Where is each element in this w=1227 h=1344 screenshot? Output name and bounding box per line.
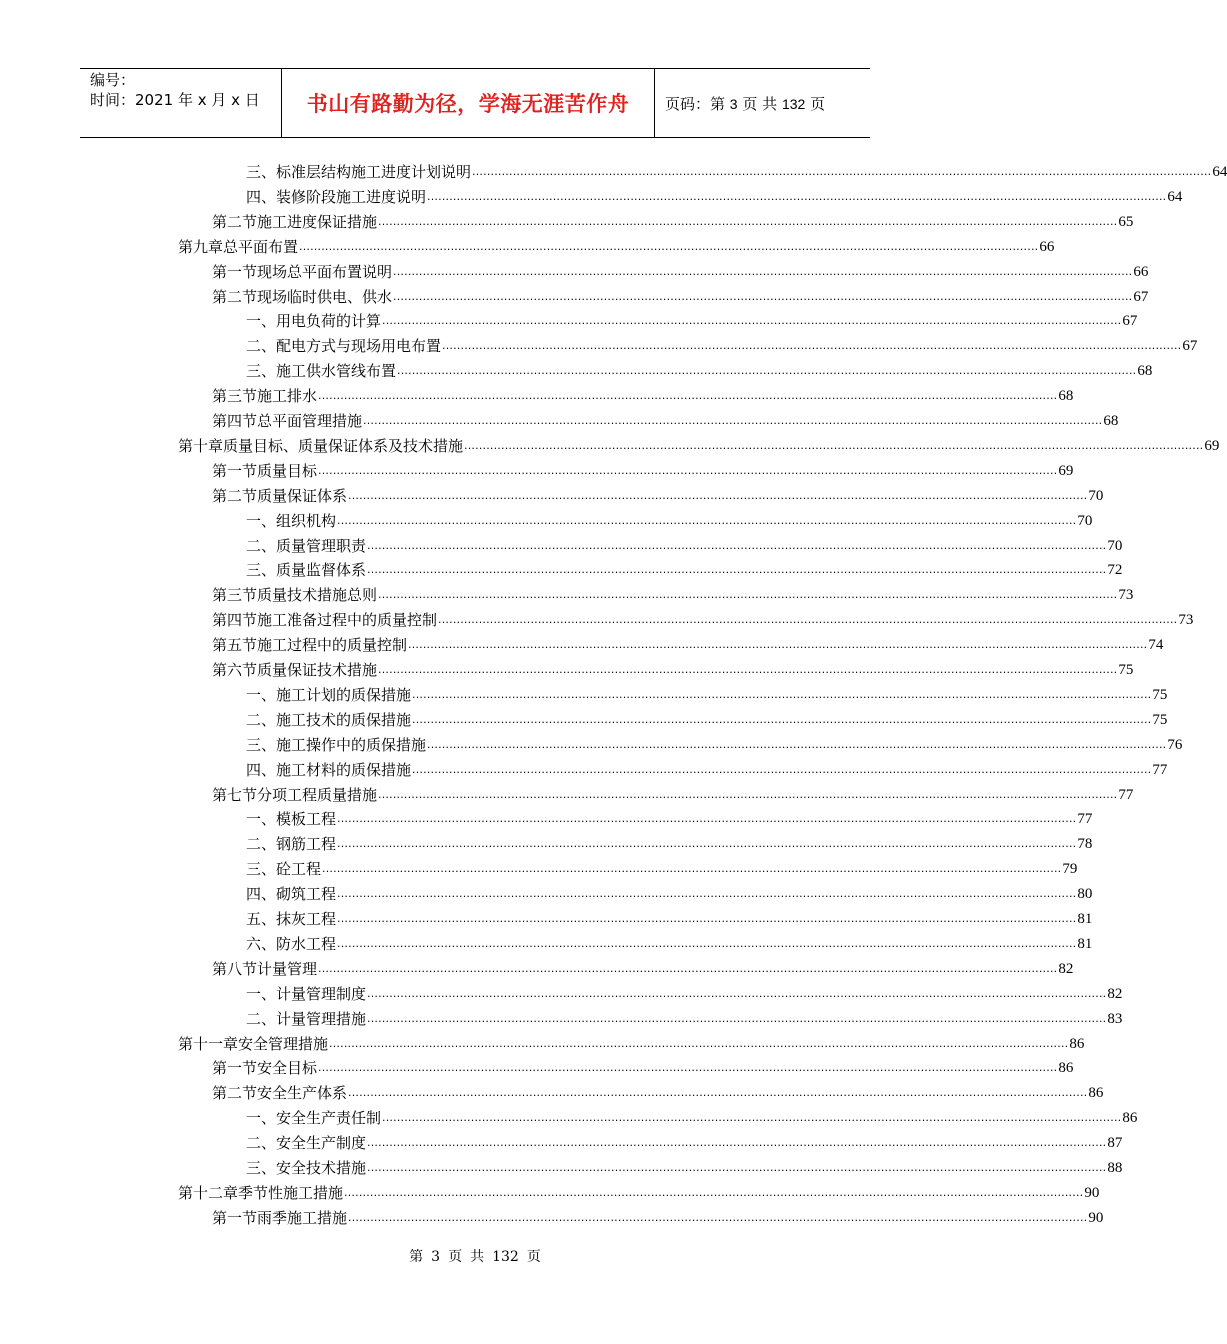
toc-dot-leader: ........................................................................................................................................................................................................: [438, 613, 1178, 627]
toc-entry-title: 总平面布置: [223, 237, 299, 256]
toc-dot-leader: ........................................................................................................................................................................................................: [412, 712, 1152, 726]
footer-prefix: 第: [409, 1249, 424, 1265]
toc-entry-page: 87: [1107, 1135, 1123, 1152]
toc-entry-page: 78: [1077, 836, 1093, 853]
toc-entry-number: 第四节: [212, 412, 258, 430]
toc-entry-title: 施工准备过程中的质量控制: [257, 611, 438, 630]
toc-entry-number: 第一节: [212, 1208, 258, 1227]
footer-current-page: 3: [431, 1249, 441, 1265]
toc-dot-leader: ........................................................................................................................................................................................................: [397, 364, 1137, 378]
toc-entry-number: 四、: [246, 760, 277, 779]
toc-entry-title: 砌筑工程: [276, 885, 337, 904]
toc-entry-page: 75: [1152, 686, 1168, 703]
toc-entry-number: 二、: [246, 337, 277, 356]
toc-entry-title: 安全管理措施: [238, 1034, 329, 1053]
toc-entry-number: 二、: [246, 710, 277, 729]
toc-entry-title: 施工计划的质保措施: [276, 685, 412, 704]
toc-entry[interactable]: [212, 656, 1134, 680]
toc-dot-leader: ........................................................................................................................................................................................................: [318, 463, 1058, 477]
toc-entry-page: 74: [1148, 637, 1164, 654]
toc-dot-leader: ........................................................................................................................................................................................................: [367, 1011, 1107, 1025]
toc-entry-page: 64: [1167, 188, 1183, 205]
toc-dot-leader: ........................................................................................................................................................................................................: [363, 414, 1103, 427]
toc-dot-leader: ........................................................................................................................................................................................................: [367, 563, 1107, 577]
toc-entry-number: 第四节: [212, 611, 258, 630]
toc-entry[interactable]: [246, 706, 1168, 730]
toc-entry-title: 标准层结构施工进度计划说明: [276, 163, 472, 181]
toc-dot-leader: ........................................................................................................................................................................................................: [412, 687, 1152, 701]
toc-entry-number: 第三节: [212, 387, 258, 406]
toc-entry[interactable]: [178, 1179, 1100, 1203]
toc-entry-page: 68: [1137, 363, 1153, 380]
toc-entry-title: 质量目标: [257, 461, 318, 480]
toc-entry[interactable]: [246, 1104, 1138, 1128]
toc-entry-number: 第十章: [178, 436, 224, 455]
toc-entry[interactable]: [212, 407, 1119, 431]
toc-entry-number: 第二节: [212, 287, 258, 306]
toc-dot-leader: ........................................................................................................................................................................................................: [367, 1161, 1107, 1174]
page-label-suffix: 页: [810, 94, 826, 113]
toc-dot-leader: ........................................................................................................................................................................................................: [378, 214, 1118, 228]
toc-dot-leader: ........................................................................................................................................................................................................: [442, 339, 1182, 353]
toc-entry[interactable]: [212, 606, 1194, 630]
toc-entry[interactable]: [212, 955, 1074, 979]
header-page-info: [665, 93, 825, 114]
toc-entry-page: 69: [1058, 462, 1074, 479]
toc-entry-page: 75: [1118, 662, 1134, 678]
toc-entry-title: 现场总平面布置说明: [257, 262, 393, 281]
toc-entry-title: 计量管理: [257, 959, 318, 978]
toc-entry[interactable]: [212, 581, 1134, 605]
toc-dot-leader: ........................................................................................................................................................................................................: [367, 986, 1107, 1000]
toc-entry-number: 二、: [246, 1134, 277, 1153]
toc-dot-leader: ........................................................................................................................................................................................................: [382, 1111, 1122, 1125]
toc-entry-title: 安全目标: [257, 1059, 318, 1078]
toc-entry-page: 66: [1133, 263, 1149, 280]
toc-entry-number: 三、: [246, 561, 277, 580]
toc-entry[interactable]: [246, 756, 1168, 780]
toc-entry-page: 77: [1152, 761, 1168, 778]
toc-entry-page: 80: [1077, 886, 1093, 903]
footer-total-pages: 132: [492, 1249, 519, 1265]
header-meta-cell: [80, 69, 282, 137]
toc-entry[interactable]: [212, 1054, 1074, 1078]
toc-dot-leader: ........................................................................................................................................................................................................: [318, 1061, 1058, 1075]
toc-entry-page: 67: [1182, 338, 1198, 355]
toc-entry-page: 66: [1039, 238, 1055, 255]
toc-entry-title: 砼工程: [276, 860, 322, 879]
toc-entry-number: 第七节: [212, 785, 258, 804]
toc-entry-page: 90: [1088, 1209, 1104, 1226]
toc-entry-title: 安全生产责任制: [276, 1109, 382, 1128]
footer-mid2: 共: [470, 1249, 485, 1265]
toc-entry-number: 三、: [246, 1159, 277, 1177]
toc-dot-leader: ........................................................................................................................................................................................................: [427, 737, 1167, 751]
toc-dot-leader: ........................................................................................................................................................................................................: [337, 513, 1077, 527]
toc-entry-number: 三、: [246, 735, 277, 754]
doc-number-label: 编号：: [90, 71, 136, 89]
toc-entry-title: 施工技术的质保措施: [276, 710, 412, 729]
toc-entry[interactable]: [178, 1030, 1085, 1054]
toc-entry-page: 88: [1107, 1160, 1123, 1176]
toc-dot-leader: ........................................................................................................................................................................................................: [472, 165, 1212, 178]
toc-entry-page: 65: [1118, 213, 1134, 230]
toc-entry[interactable]: [246, 158, 1227, 182]
toc-entry[interactable]: [212, 283, 1149, 307]
toc-entry-title: 分项工程质量措施: [257, 785, 378, 804]
toc-entry-page: 76: [1167, 736, 1183, 753]
toc-dot-leader: ........................................................................................................................................................................................................: [337, 887, 1077, 901]
toc-entry-number: 一、: [246, 1109, 277, 1128]
toc-dot-leader: ........................................................................................................................................................................................................: [337, 837, 1077, 851]
toc-dot-leader: ........................................................................................................................................................................................................: [348, 1210, 1088, 1224]
toc-entry-page: 81: [1077, 935, 1093, 952]
page-total: 132: [781, 95, 806, 112]
toc-dot-leader: ........................................................................................................................................................................................................: [329, 1036, 1069, 1050]
toc-entry-number: 一、: [246, 810, 277, 829]
toc-entry-number: 五、: [246, 910, 277, 928]
toc-entry-number: 三、: [246, 163, 277, 181]
toc-entry-page: 67: [1133, 288, 1149, 305]
toc-entry[interactable]: [246, 930, 1093, 954]
toc-entry-page: 67: [1122, 313, 1138, 330]
toc-entry-number: 四、: [246, 187, 277, 206]
toc-dot-leader: ........................................................................................................................................................................................................: [367, 1136, 1107, 1150]
toc-entry-number: 第二节: [212, 1084, 258, 1103]
toc-entry-number: 第八节: [212, 959, 258, 978]
toc-entry-number: 二、: [246, 536, 277, 555]
toc-dot-leader: ........................................................................................................................................................................................................: [348, 1086, 1088, 1100]
toc-entry-number: 第二节: [212, 486, 258, 505]
toc-entry-title: 计量管理制度: [276, 984, 367, 1003]
toc-entry-number: 第九章: [178, 237, 224, 256]
toc-entry[interactable]: [246, 805, 1093, 829]
toc-dot-leader: ........................................................................................................................................................................................................: [318, 389, 1058, 403]
toc-entry-title: 抹灰工程: [276, 910, 337, 928]
toc-entry-page: 69: [1204, 437, 1220, 454]
toc-entry-page: 73: [1118, 587, 1134, 604]
toc-entry-title: 雨季施工措施: [257, 1208, 348, 1227]
toc-entry-title: 钢筋工程: [276, 835, 337, 854]
toc-entry-title: 组织机构: [276, 511, 337, 530]
toc-entry[interactable]: [178, 233, 1055, 257]
toc-entry[interactable]: [212, 382, 1074, 406]
toc-entry-title: 质量监督体系: [276, 561, 367, 580]
toc-entry-number: 三、: [246, 860, 277, 879]
toc-entry-title: 用电负荷的计算: [276, 312, 382, 331]
toc-dot-leader: ........................................................................................................................................................................................................: [378, 588, 1118, 602]
toc-entry-number: 第十一章: [178, 1034, 239, 1053]
toc-dot-leader: ........................................................................................................................................................................................................: [378, 787, 1118, 801]
toc-entry-title: 施工操作中的质保措施: [276, 735, 427, 754]
toc-entry[interactable]: [246, 507, 1093, 531]
toc-entry-number: 第一节: [212, 1059, 258, 1078]
toc-entry-title: 现场临时供电、供水: [257, 287, 393, 306]
toc-entry[interactable]: [246, 357, 1153, 381]
toc-entry[interactable]: [246, 681, 1168, 705]
toc-dot-leader: ........................................................................................................................................................................................................: [408, 638, 1148, 652]
toc-entry-number: 第六节: [212, 661, 258, 679]
toc-entry-number: 二、: [246, 835, 277, 854]
toc-entry-title: 计量管理措施: [276, 1009, 367, 1028]
toc-dot-leader: ........................................................................................................................................................................................................: [464, 438, 1204, 452]
toc-entry-page: 86: [1122, 1110, 1138, 1127]
toc-entry-number: 第五节: [212, 636, 258, 655]
toc-entry[interactable]: [246, 731, 1183, 755]
toc-entry[interactable]: [246, 1005, 1123, 1029]
toc-entry-title: 安全生产制度: [276, 1134, 367, 1153]
toc-entry-number: 六、: [246, 934, 277, 953]
toc-entry[interactable]: [212, 631, 1164, 655]
toc-entry-page: 90: [1084, 1184, 1100, 1201]
page-label-mid: 页 共: [742, 94, 778, 113]
page-footer: [0, 1246, 950, 1266]
toc-entry[interactable]: [246, 332, 1198, 356]
toc-entry[interactable]: [212, 1079, 1104, 1103]
toc-entry-title: 质量保证技术措施: [257, 661, 378, 679]
toc-entry-page: 77: [1118, 786, 1134, 803]
toc-entry-page: 79: [1062, 861, 1078, 878]
toc-dot-leader: ........................................................................................................................................................................................................: [348, 488, 1088, 502]
toc-entry[interactable]: [246, 1154, 1123, 1178]
toc-dot-leader: ........................................................................................................................................................................................................: [318, 961, 1058, 975]
toc-dot-leader: ........................................................................................................................................................................................................: [337, 812, 1077, 826]
toc-entry[interactable]: [246, 855, 1078, 879]
page-header: [80, 68, 870, 138]
toc-entry-title: 质量目标、质量保证体系及技术措施: [223, 436, 464, 455]
toc-entry-title: 施工材料的质保措施: [276, 760, 412, 779]
toc-entry-number: 第三节: [212, 586, 258, 605]
toc-entry[interactable]: [246, 532, 1123, 556]
toc-entry-page: 72: [1107, 562, 1123, 579]
toc-entry-page: 86: [1069, 1035, 1085, 1052]
toc-entry-title: 季节性施工措施: [238, 1183, 344, 1202]
toc-entry-title: 质量保证体系: [257, 486, 348, 505]
toc-dot-leader: ........................................................................................................................................................................................................: [367, 538, 1107, 552]
toc-entry-number: 第一节: [212, 262, 258, 281]
toc-dot-leader: ........................................................................................................................................................................................................: [299, 239, 1039, 253]
toc-entry-page: 86: [1058, 1060, 1074, 1077]
toc-entry-page: 86: [1088, 1085, 1104, 1102]
toc-dot-leader: ........................................................................................................................................................................................................: [322, 862, 1062, 876]
page-current: 3: [729, 95, 738, 112]
toc-entry-title: 总平面管理措施: [257, 412, 363, 430]
toc-entry-title: 施工供水管线布置: [276, 362, 397, 381]
toc-dot-leader: ........................................................................................................................................................................................................: [378, 663, 1118, 676]
toc-entry[interactable]: [178, 432, 1220, 456]
toc-entry[interactable]: [212, 482, 1104, 506]
header-motto-cell: [282, 69, 655, 137]
toc-dot-leader: ........................................................................................................................................................................................................: [337, 936, 1077, 950]
toc-entry-page: 81: [1077, 911, 1093, 927]
toc-entry-title: 质量管理职责: [276, 536, 367, 555]
toc-entry-title: 质量技术措施总则: [257, 586, 378, 605]
footer-mid1: 页: [448, 1249, 463, 1265]
toc-entry-page: 77: [1077, 811, 1093, 828]
toc-entry[interactable]: [246, 830, 1093, 854]
toc-entry[interactable]: [212, 781, 1134, 805]
toc-entry-page: 75: [1152, 711, 1168, 728]
toc-entry[interactable]: [212, 258, 1149, 282]
toc-entry[interactable]: [246, 1129, 1123, 1153]
toc-entry-number: 第一节: [212, 461, 258, 480]
toc-entry[interactable]: [246, 556, 1123, 580]
toc-entry-number: 一、: [246, 685, 277, 704]
toc-dot-leader: ........................................................................................................................................................................................................: [344, 1185, 1084, 1199]
motto-text: 书山有路勤为径，学海无涯苦作舟: [306, 92, 630, 116]
toc-entry-number: 四、: [246, 885, 277, 904]
toc-entry-number: 二、: [246, 1009, 277, 1028]
toc-dot-leader: ........................................................................................................................................................................................................: [393, 289, 1133, 303]
toc-entry[interactable]: [212, 1204, 1104, 1228]
toc-entry-title: 防水工程: [276, 934, 337, 953]
toc-dot-leader: ........................................................................................................................................................................................................: [393, 264, 1133, 278]
toc-entry-page: 64: [1212, 164, 1227, 180]
toc-entry-number: 一、: [246, 511, 277, 530]
doc-time-label: 时间：2021 年 x 月 x 日: [90, 91, 260, 109]
toc-entry-title: 施工排水: [257, 387, 318, 406]
toc-dot-leader: ........................................................................................................................................................................................................: [382, 314, 1122, 328]
toc-dot-leader: ........................................................................................................................................................................................................: [427, 189, 1167, 203]
toc-entry[interactable]: [246, 307, 1138, 331]
toc-entry[interactable]: [246, 980, 1123, 1004]
toc-entry-page: 70: [1088, 487, 1104, 504]
toc-entry-page: 68: [1103, 413, 1119, 429]
toc-entry-number: 一、: [246, 312, 277, 331]
toc-entry-page: 68: [1058, 388, 1074, 405]
toc-dot-leader: ........................................................................................................................................................................................................: [412, 762, 1152, 776]
toc-entry-title: 施工过程中的质量控制: [257, 636, 408, 655]
toc-entry-number: 第十二章: [178, 1183, 239, 1202]
toc-entry-title: 安全生产体系: [257, 1084, 348, 1103]
toc-entry-page: 70: [1107, 537, 1123, 554]
toc-entry-title: 装修阶段施工进度说明: [276, 187, 427, 206]
page-label-prefix: 页码：第: [665, 94, 726, 113]
toc-entry-page: 83: [1107, 1010, 1123, 1027]
toc-entry-number: 第二节: [212, 212, 258, 231]
toc-entry-title: 安全技术措施: [276, 1159, 367, 1177]
toc-entry-title: 配电方式与现场用电布置: [276, 337, 442, 356]
toc-entry[interactable]: [212, 457, 1074, 481]
toc-entry[interactable]: [246, 880, 1093, 904]
toc-entry-number: 一、: [246, 984, 277, 1003]
toc-entry-page: 70: [1077, 512, 1093, 529]
toc-entry-title: 模板工程: [276, 810, 337, 829]
toc-entry[interactable]: [246, 905, 1093, 929]
toc-entry-title: 施工进度保证措施: [257, 212, 378, 231]
toc-entry-number: 三、: [246, 362, 277, 381]
toc-entry-page: 73: [1178, 612, 1194, 629]
toc-entry-page: 82: [1058, 960, 1074, 977]
header-page-cell: [655, 69, 870, 137]
toc-entry[interactable]: [246, 183, 1183, 207]
toc-entry[interactable]: [212, 208, 1134, 232]
toc-entry-page: 82: [1107, 985, 1123, 1002]
toc-dot-leader: ........................................................................................................................................................................................................: [337, 912, 1077, 925]
footer-suffix: 页: [526, 1249, 541, 1265]
